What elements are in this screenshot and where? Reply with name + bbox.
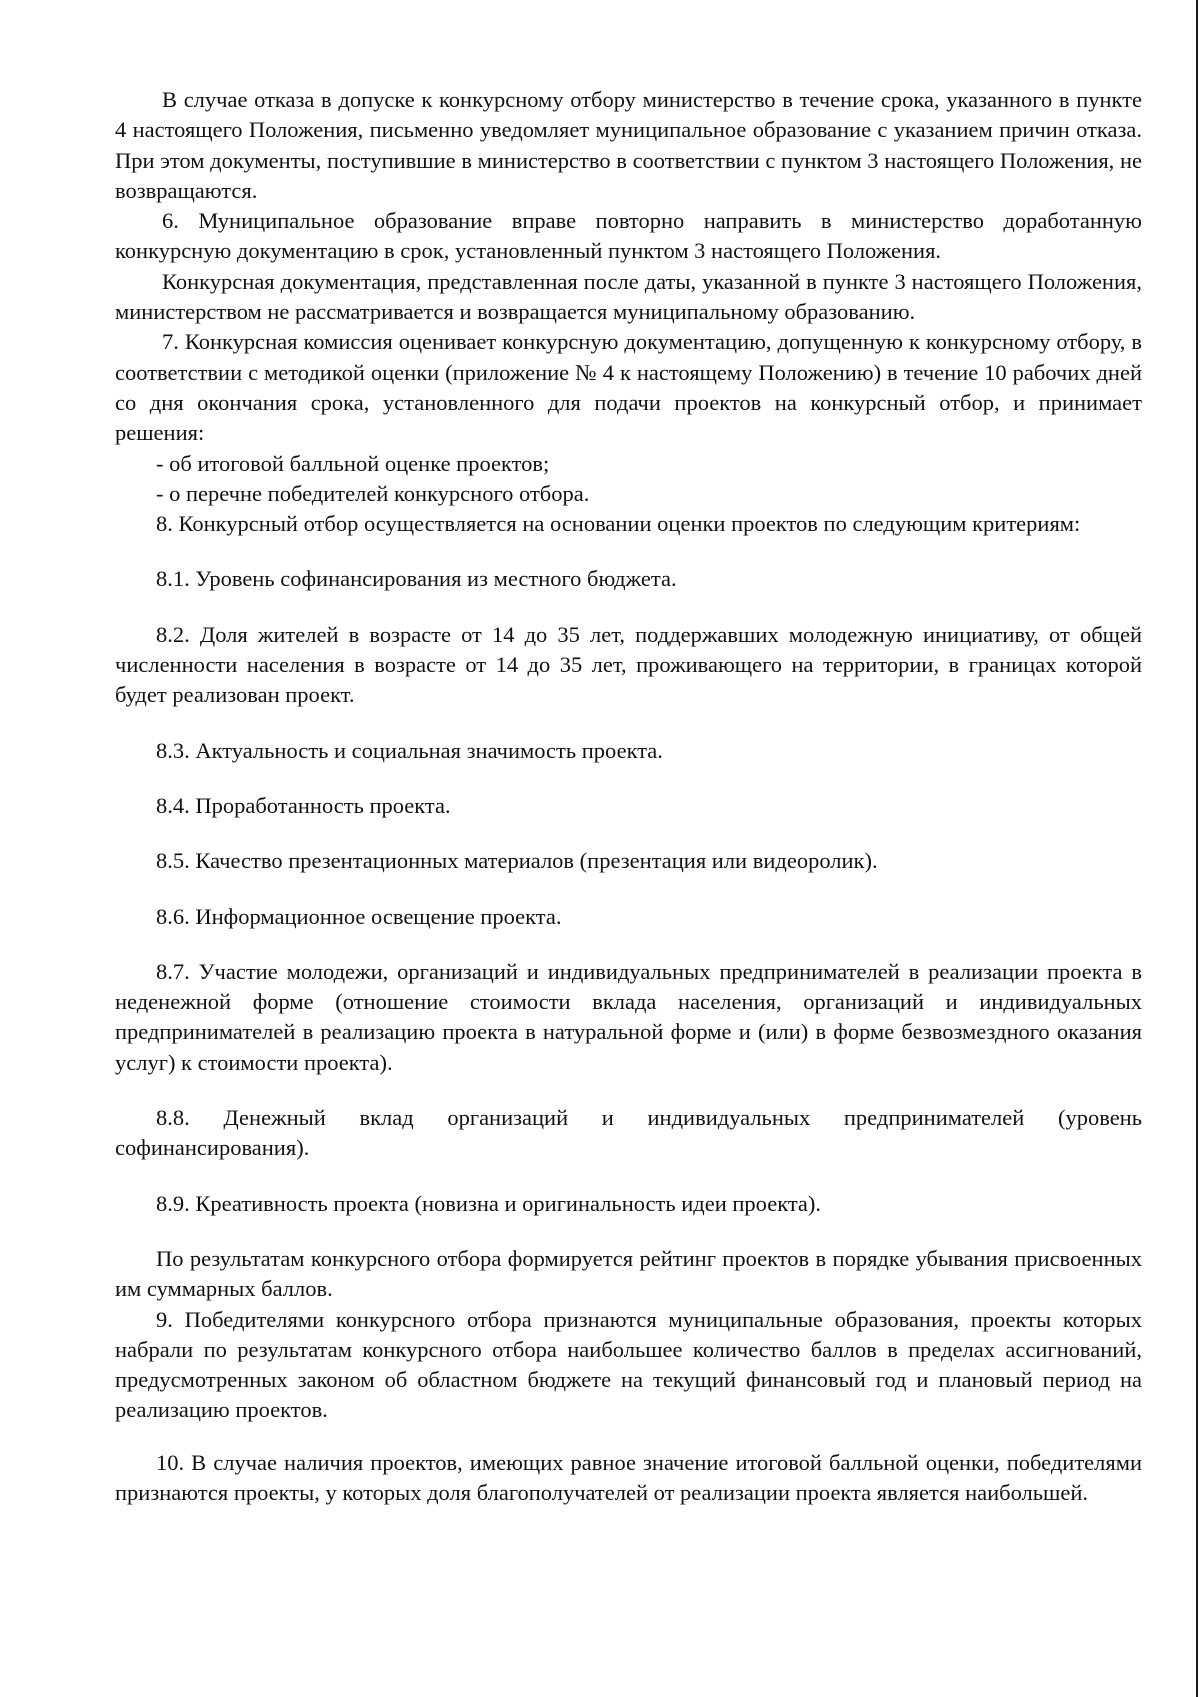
paragraph-8-criteria: 8. Конкурсный отбор осуществляется на основании оценки проектов по следующим критериям: — [156, 511, 1081, 537]
paragraph-9-winners: 9. Победителями конкурсного отбора признаются муниципальные образования, проекты которых набрали по результатам конкурсного отбора наибольшее количество баллов в пределах ассигнований, предусмотренных законом об областном бюджете на текущий финансовый год и плановый период на реализацию проектов. — [115, 1306, 1142, 1423]
list-item-winners: - о перечне победителей конкурсного отбора. — [156, 480, 590, 506]
criterion-8-4: 8.4. Проработанность проекта. — [156, 792, 451, 818]
criterion-8-9: 8.9. Креативность проекта (новизна и оригинальность идеи проекта). — [156, 1190, 822, 1216]
paragraph-late-documentation: Конкурсная документация, представленная после даты, указанной в пункте 3 настоящего Положения, министерством не рассматривается и возвращается муниципальному образованию. — [115, 268, 1142, 325]
paragraph-10-tie-break: 10. В случае наличия проектов, имеющих равное значение итоговой балльной оценки, победителями признаются проекты, у которых доля благополучателей от реализации проекта является наибольшей. — [115, 1449, 1142, 1505]
criterion-8-6: 8.6. Информационное освещение проекта. — [156, 903, 562, 929]
criterion-8-8: 8.8. Денежный вклад организаций и индивидуальных предпринимателей (уровень софинансирования). — [115, 1105, 1142, 1161]
paragraph-7-commission: 7. Конкурсная комиссия оценивает конкурсную документацию, допущенную к конкурсному отбору, в соответствии с методикой оценки (приложение № 4 к настоящему Положению) в течение 10 рабочих дней со дня окончания срока, установленного для подачи проектов на конкурсный отбор, и принимает решения: — [115, 329, 1142, 446]
criterion-8-7: 8.7. Участие молодежи, организаций и индивидуальных предпринимателей в реализации проекта в неденежной форме (отношение стоимости вклада населения, организаций и индивидуальных предпринимателей в реализацию проекта в натуральной форме и (или) в форме безвозмездного оказания услуг) к стоимости проекта). — [115, 958, 1142, 1075]
criterion-8-5: 8.5. Качество презентационных материалов (презентация или видеоролик). — [156, 848, 878, 874]
page-edge-line — [1196, 0, 1198, 1697]
list-item-scoring: - об итоговой балльной оценке проектов; — [156, 450, 550, 476]
document-body — [115, 85, 1142, 1508]
paragraph-rating: По результатам конкурсного отбора формируется рейтинг проектов в порядке убывания присвоенных им суммарных баллов. — [115, 1245, 1142, 1302]
paragraph-6-resubmission: 6. Муниципальное образование вправе повторно направить в министерство доработанную конкурсную документацию в срок, установленный пунктом 3 настоящего Положения. — [115, 208, 1142, 264]
criterion-8-3: 8.3. Актуальность и социальная значимость проекта. — [156, 737, 663, 763]
criterion-8-1: 8.1. Уровень софинансирования из местного бюджета. — [156, 566, 677, 592]
criterion-8-2: 8.2. Доля жителей в возрасте от 14 до 35 лет, поддержавших молодежную инициативу, от общей численности населения в возрасте от 14 до 35 лет, проживающего на территории, в границах которой будет реализован проект. — [115, 621, 1142, 708]
paragraph-refusal-notice: В случае отказа в допуске к конкурсному отбору министерство в течение срока, указанного в пункте 4 настоящего Положения, письменно уведомляет муниципальное образование с указанием причин отказа. При этом документы, поступившие в министерство в соответствии с пунктом 3 настоящего Положения, не возвращаются. — [115, 87, 1142, 203]
